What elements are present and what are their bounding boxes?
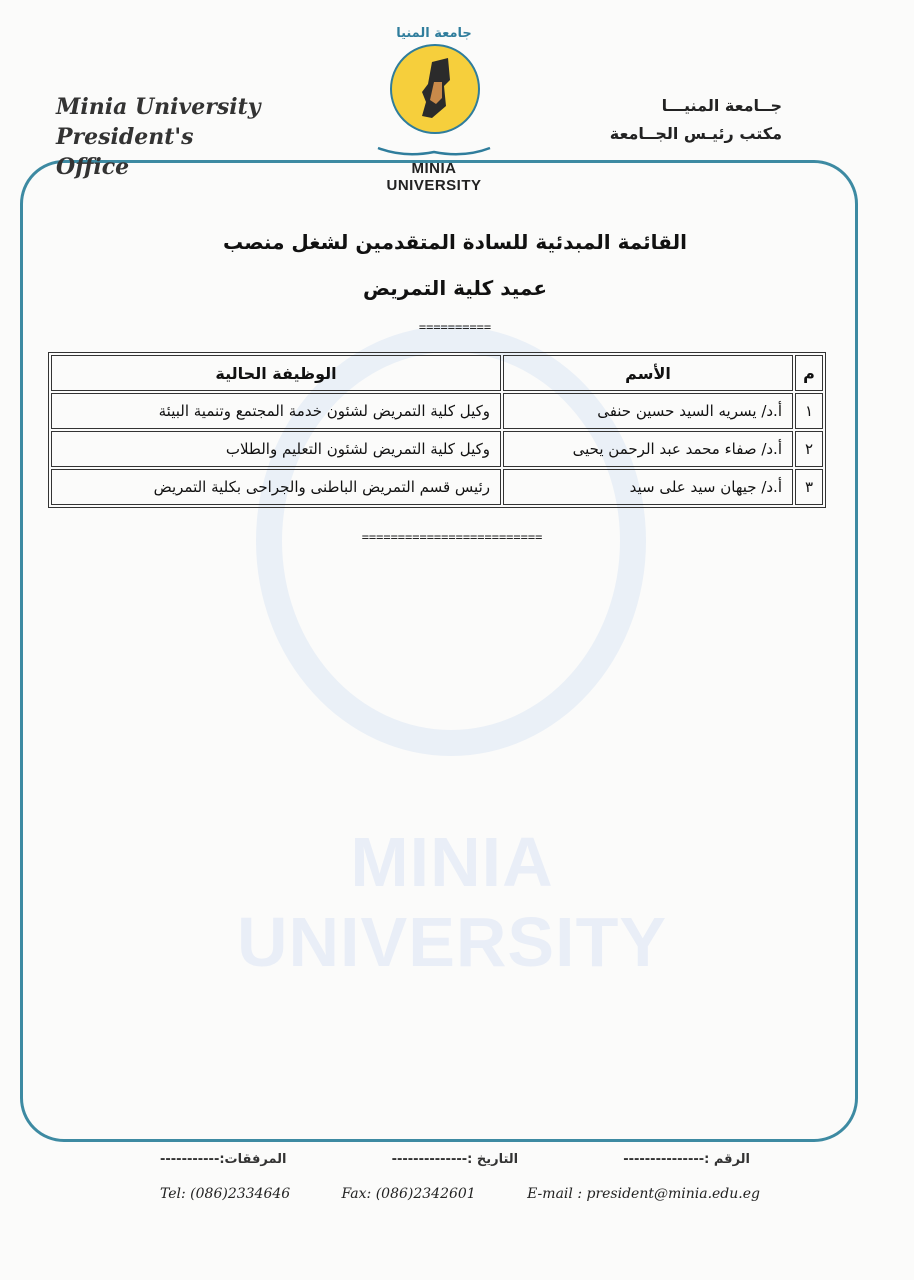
header-job: الوظيفة الحالية [51,355,501,391]
footer-email: E-mail : president@minia.edu.eg [527,1186,760,1202]
applicants-table [48,352,826,508]
row-name: أ.د/ صفاء محمد عبد الرحمن يحيى [503,431,793,467]
nefertiti-emblem-icon [390,44,480,134]
document-subtitle: عميد كلية التمريض [363,276,547,300]
footer-fax: Fax: (086)2342601 [341,1186,476,1202]
watermark-text: MINIA UNIVERSITY [236,823,668,981]
header-num: م [795,355,823,391]
university-logo [364,26,504,194]
arabic-letterhead-line1: جــامعة المنيـــا [661,96,782,115]
row-job: رئيس قسم التمريض الباطنى والجراحى بكلية التمريض [51,469,501,505]
table-row [51,431,823,467]
separator-short: ========== [418,320,492,334]
row-num: ١ [795,393,823,429]
document-title: القائمة المبدئية للسادة المتقدمين لشغل منصب [223,230,687,254]
table-row [51,393,823,429]
footer-ref: الرقم :--------------- [623,1152,750,1167]
table-header-row [51,355,823,391]
logo-university-name: MINIA UNIVERSITY [386,160,482,194]
arabic-letterhead-line2: مكتب رئيـس الجــامعة [609,124,782,143]
footer-contact-line [160,1186,760,1202]
footer-attachments: المرفقات:----------- [160,1152,287,1167]
english-letterhead-line2: President's Office [56,124,194,180]
arabic-letterhead [610,92,782,148]
footer-date: التاريخ :-------------- [391,1152,519,1167]
row-name: أ.د/ يسريه السيد حسين حنفى [503,393,793,429]
row-job: وكيل كلية التمريض لشئون التعليم والطلاب [51,431,501,467]
table-row [51,469,823,505]
english-letterhead-line1: Minia University [56,94,261,120]
footer-reference-line [160,1152,750,1167]
row-num: ٢ [795,431,823,467]
row-name: أ.د/ جيهان سيد على سيد [503,469,793,505]
row-num: ٣ [795,469,823,505]
logo-arc-text: جامعة المنيا [396,26,472,41]
header-name: الأسم [503,355,793,391]
row-job: وكيل كلية التمريض لشئون خدمة المجتمع وتنمية البيئة [51,393,501,429]
separator-long: ========================= [361,530,543,544]
english-letterhead [56,92,266,182]
footer-tel: Tel: (086)2334646 [160,1186,291,1202]
